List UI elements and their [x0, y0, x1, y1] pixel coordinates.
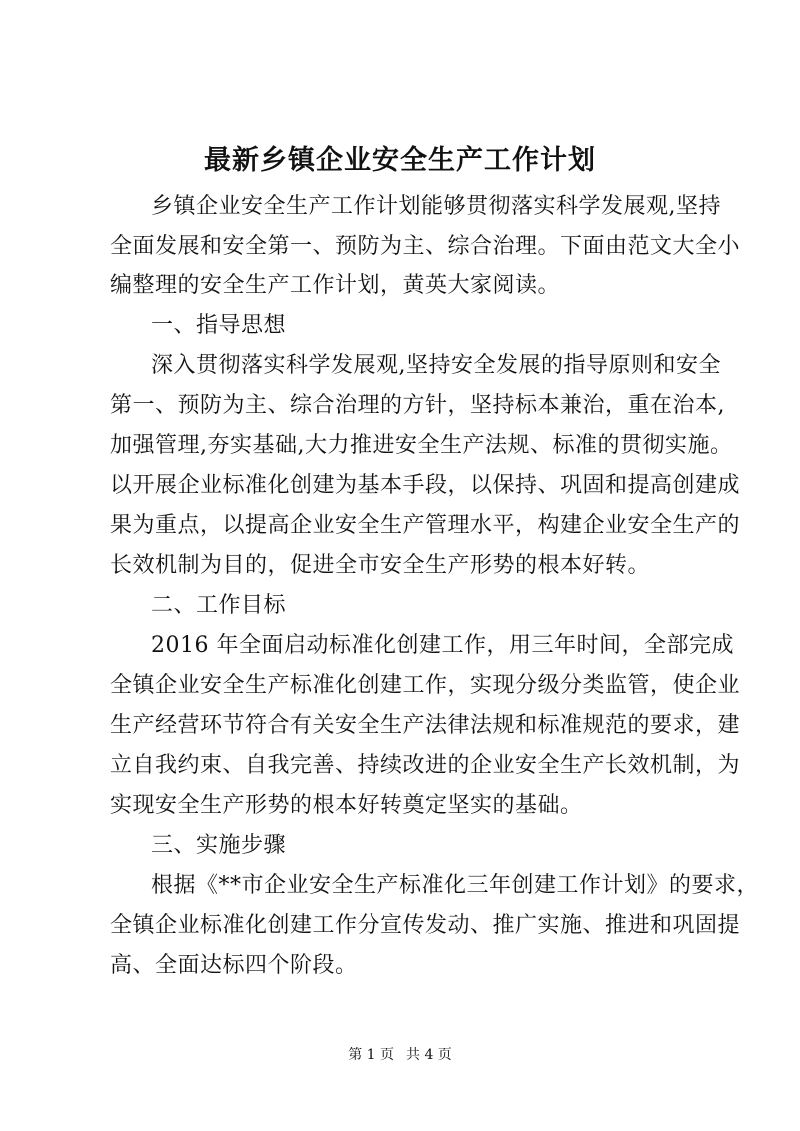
- paragraph-line: 全镇企业安全生产标准化创建工作，实现分级分类监管，使企业: [110, 673, 741, 698]
- paragraph-line: 长效机制为目的，促进全市安全生产形势的根本好转。: [110, 553, 651, 578]
- paragraph-line: 第一、预防为主、综合治理的方针，坚持标本兼治，重在治本,: [110, 393, 725, 418]
- paragraph-line: 乡镇企业安全生产工作计划能够贯彻落实科学发展观,坚持: [151, 194, 721, 219]
- paragraph-line: 根据《**市企业安全生产标准化三年创建工作计划》的要求，: [151, 873, 760, 898]
- document-title: 最新乡镇企业安全生产工作计划: [204, 145, 596, 176]
- section-heading: 二、工作目标: [151, 593, 287, 618]
- page-footer: [0, 1045, 800, 1065]
- paragraph-line: 果为重点，以提高企业安全生产管理水平，构建企业安全生产的: [110, 513, 741, 538]
- paragraph-line: 深入贯彻落实科学发展观,坚持安全发展的指导原则和安全: [151, 353, 721, 378]
- section-heading: 三、实施步骤: [151, 833, 287, 858]
- paragraph-line: 2016 年全面启动标准化创建工作，用三年时间，全部完成: [151, 633, 734, 658]
- paragraph-line: 全镇企业标准化创建工作分宣传发动、推广实施、推进和巩固提: [110, 913, 741, 938]
- paragraph-line: 全面发展和安全第一、预防为主、综合治理。下面由范文大全小: [110, 234, 741, 259]
- paragraph-line: 编整理的安全生产工作计划，黄英大家阅读。: [110, 273, 561, 298]
- paragraph-line: 加强管理,夯实基础,大力推进安全生产法规、标准的贯彻实施。: [110, 433, 733, 458]
- paragraph-line: 立自我约束、自我完善、持续改进的企业安全生产长效机制，为: [110, 753, 741, 778]
- paragraph-line: 高、全面达标四个阶段。: [110, 953, 358, 978]
- paragraph-line: 生产经营环节符合有关安全生产法律法规和标准规范的要求，建: [110, 713, 741, 738]
- page-total: 共 4 页: [406, 1047, 452, 1063]
- section-heading: 一、指导思想: [151, 313, 287, 338]
- page-number: 第 1 页: [348, 1047, 394, 1063]
- paragraph-line: 实现安全生产形势的根本好转奠定坚实的基础。: [110, 793, 583, 818]
- paragraph-line: 以开展企业标准化创建为基本手段，以保持、巩固和提高创建成: [110, 473, 741, 498]
